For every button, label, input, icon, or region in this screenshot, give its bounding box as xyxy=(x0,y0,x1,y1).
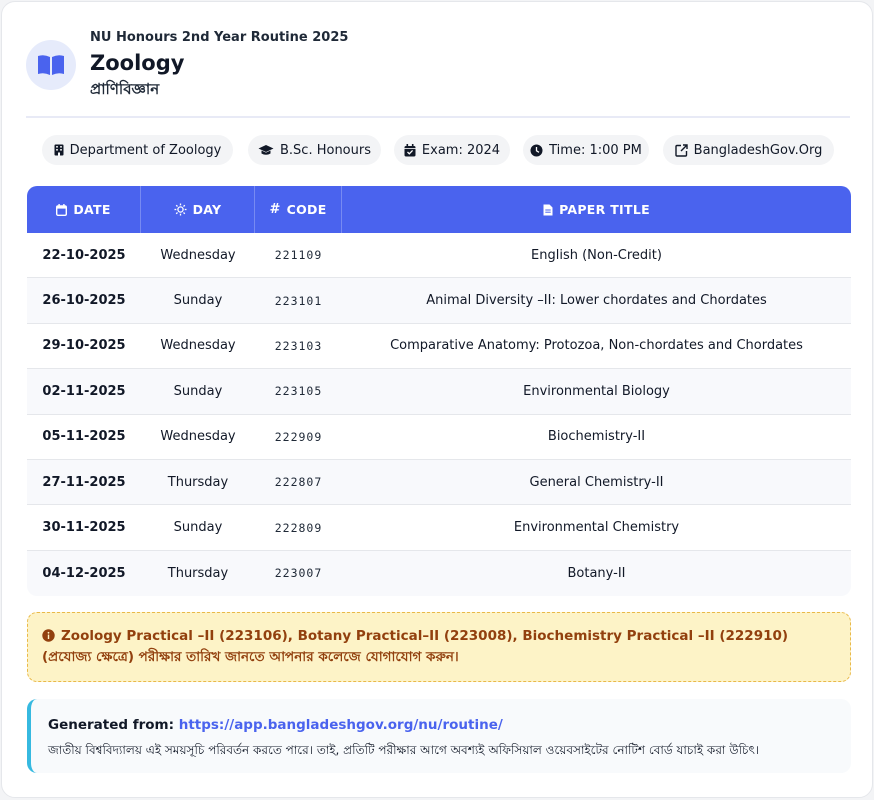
cell-paper-title: General Chemistry-II xyxy=(529,474,664,490)
table-row xyxy=(27,324,851,369)
cell-day: Thursday xyxy=(167,565,229,581)
file-text-icon xyxy=(543,204,553,216)
chip-department xyxy=(42,135,233,165)
column-header-date xyxy=(27,186,141,233)
cell-day: Sunday xyxy=(173,383,223,399)
cell-date: 30-11-2025 xyxy=(42,520,126,536)
table-row xyxy=(27,369,851,414)
routine-table xyxy=(27,186,851,596)
cell-code: 223007 xyxy=(274,566,323,581)
clock-icon xyxy=(530,144,543,157)
table-row xyxy=(27,233,851,278)
cell-date: 27-11-2025 xyxy=(42,474,126,490)
disclaimer-text: জাতীয় বিশ্ববিদ্যালয় এই সময়সূচি পরিবর্তন করতে পারে। তাই, প্রতিটি পরীক্ষার আগে অবশ্যই অফিসিয়াল ওয়েবসাইটের নোটিশ বোর্ড যাচাই করা উচিৎ। xyxy=(48,743,760,757)
hashtag-icon: # xyxy=(269,202,281,217)
cell-paper-title: Botany-II xyxy=(567,565,626,581)
cell-date: 05-11-2025 xyxy=(42,429,126,445)
cell-date: 29-10-2025 xyxy=(42,338,126,354)
external-link-icon xyxy=(675,144,688,157)
cell-code: 222809 xyxy=(274,520,323,535)
cell-day: Sunday xyxy=(173,293,223,309)
column-header-day xyxy=(141,186,255,233)
generated-label: Generated from: xyxy=(48,717,175,733)
practical-exam-notice xyxy=(27,612,851,682)
cell-code: 223101 xyxy=(274,293,323,308)
cell-date: 02-11-2025 xyxy=(42,383,126,399)
column-header-paper-title xyxy=(342,186,851,233)
chip-time xyxy=(523,135,649,165)
info-circle-icon xyxy=(42,629,55,642)
column-header-code xyxy=(255,186,342,233)
notice-text: Zoology Practical –II (223106), Botany Practical–II (223008), Biochemistry Practical –II (222910) (প্রযোজ্য ক্ষেত্রে) পরীক্ষার তারিখ জানতে আপনার কলেজে যোগাযোগ করুন। xyxy=(42,628,789,665)
cell-day: Wednesday xyxy=(160,338,236,354)
cell-code: 221109 xyxy=(274,248,323,263)
chip-label: BangladeshGov.Org xyxy=(693,142,823,158)
sun-icon xyxy=(174,203,187,216)
building-icon xyxy=(54,144,64,156)
table-header xyxy=(27,186,851,233)
column-header-label: DATE xyxy=(73,202,111,217)
column-header-label: PAPER TITLE xyxy=(559,202,650,217)
chip-label: Time: 1:00 PM xyxy=(549,142,642,158)
chip-website-link[interactable] xyxy=(663,135,834,165)
cell-date: 22-10-2025 xyxy=(42,247,126,263)
cell-date: 04-12-2025 xyxy=(42,565,126,581)
cell-code: 223105 xyxy=(274,384,323,399)
cell-paper-title: Environmental Biology xyxy=(523,383,670,399)
cell-paper-title: Environmental Chemistry xyxy=(513,520,680,536)
cell-day: Thursday xyxy=(167,474,229,490)
source-link[interactable]: https://app.bangladeshgov.org/nu/routine/ xyxy=(178,717,503,733)
routine-card xyxy=(1,1,873,798)
cell-paper-title: Comparative Anatomy: Protozoa, Non-chordates and Chordates xyxy=(390,338,803,354)
table-row xyxy=(27,505,851,550)
cell-paper-title: English (Non-Credit) xyxy=(531,247,662,263)
cell-paper-title: Animal Diversity –II: Lower chordates and Chordates xyxy=(426,293,767,309)
footer xyxy=(27,699,851,773)
cell-code: 223103 xyxy=(274,338,323,353)
cell-paper-title: Biochemistry-II xyxy=(547,429,646,445)
chip-label: B.Sc. Honours xyxy=(280,142,371,158)
table-row xyxy=(27,415,851,460)
header xyxy=(26,28,850,118)
routine-title: NU Honours 2nd Year Routine 2025 xyxy=(90,30,349,45)
chip-exam xyxy=(394,135,510,165)
chip-label: Exam: 2024 xyxy=(421,142,501,158)
table-body xyxy=(27,233,851,596)
calendar-icon xyxy=(56,204,67,216)
cell-day: Wednesday xyxy=(160,429,236,445)
cell-code: 222909 xyxy=(274,429,323,444)
subject-bengali-title: প্রাণিবিজ্ঞান xyxy=(90,80,160,98)
table-row xyxy=(27,551,851,596)
table-row xyxy=(27,460,851,505)
cell-date: 26-10-2025 xyxy=(42,293,126,309)
chip-label: Department of Zoology xyxy=(69,142,222,158)
cell-day: Wednesday xyxy=(160,247,236,263)
calendar-check-icon xyxy=(404,144,416,157)
cell-code: 222807 xyxy=(274,475,323,490)
column-header-label: CODE xyxy=(286,202,327,217)
chip-degree xyxy=(248,135,381,165)
open-book-icon xyxy=(26,40,76,90)
page-title: Zoology xyxy=(90,51,185,75)
cell-day: Sunday xyxy=(173,520,223,536)
graduation-cap-icon xyxy=(258,144,274,156)
generated-from xyxy=(48,714,834,736)
column-header-label: DAY xyxy=(192,202,222,217)
table-row xyxy=(27,278,851,323)
